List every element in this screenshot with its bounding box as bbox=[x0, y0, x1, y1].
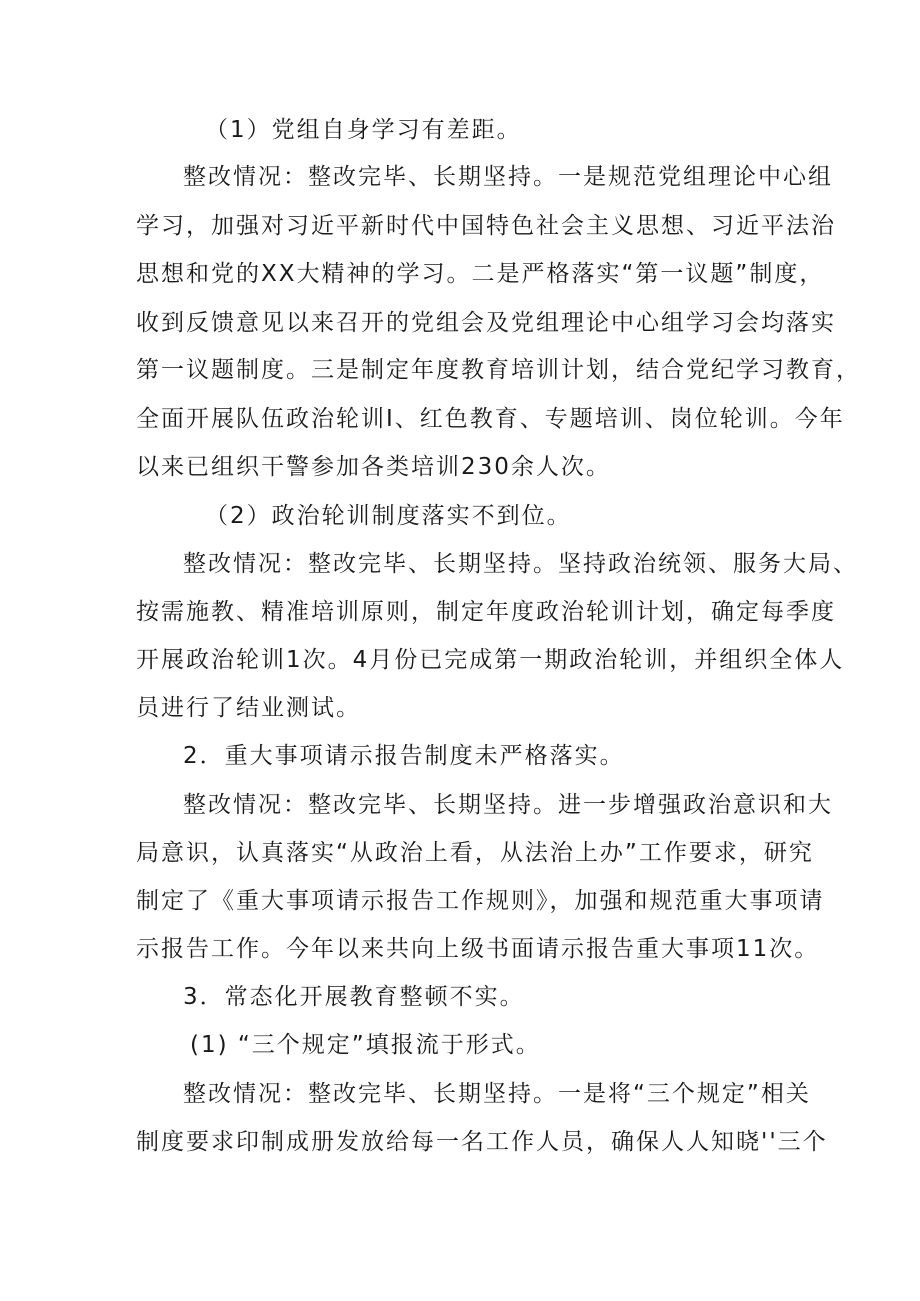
paragraph-line: 员进行了结业测试。 bbox=[136, 695, 361, 721]
paragraph-line: 学习，加强对习近平新时代中国特色社会主义思想、习近平法治 bbox=[136, 213, 836, 239]
paragraph-line: 思想和党的XX大精神的学习。二是严格落实“第一议题”制度， bbox=[136, 261, 825, 287]
heading-item-1: （1）党组自身学习有差距。 bbox=[205, 117, 522, 143]
paragraph-line: 开展政治轮训1次。4月份已完成第一期政治轮训，并组织全体人 bbox=[136, 647, 845, 673]
section-heading-3: 3．常态化开展教育整顿不实。 bbox=[183, 984, 525, 1010]
paragraph-line: 制定了《重大事项请示报告工作规则》，加强和规范重大事项请 bbox=[136, 888, 825, 914]
paragraph-line: 第一议题制度。三是制定年度教育培训计划，结合党纪学习教育， bbox=[136, 357, 861, 383]
section-heading-2: 2．重大事项请示报告制度未严格落实。 bbox=[183, 743, 625, 769]
paragraph-line: 以来已组织干警参加各类培训230余人次。 bbox=[136, 454, 611, 480]
paragraph-line: 示报告工作。今年以来共向上级书面请示报告重大事项11次。 bbox=[136, 936, 820, 962]
paragraph-line: 整改情况：整改完毕、长期坚持。一是将“三个规定”相关 bbox=[183, 1081, 811, 1107]
heading-item-2: （2）政治轮训制度落实不到位。 bbox=[205, 503, 572, 529]
paragraph-line: 按需施教、精准培训原则，制定年度政治轮训计划，确定每季度 bbox=[136, 599, 836, 625]
paragraph-line: 整改情况：整改完毕、长期坚持。坚持政治统领、服务大局、 bbox=[183, 551, 858, 577]
paragraph-line: 收到反馈意见以来召开的党组会及党组理论中心组学习会均落实 bbox=[136, 310, 836, 336]
paragraph-line: 局意识，认真落实“从政治上看，从法治上办”工作要求，研究 bbox=[136, 840, 814, 866]
paragraph-line: 整改情况：整改完毕、长期坚持。一是规范党组理论中心组 bbox=[183, 164, 833, 190]
paragraph-line: 全面开展队伍政治轮训I、红色教育、专题培训、岗位轮训。今年 bbox=[136, 406, 845, 432]
heading-item-3-1: (1) “三个规定”填报流于形式。 bbox=[190, 1032, 541, 1058]
paragraph-line: 制度要求印制成册发放给每一名工作人员，确保人人知晓''三个 bbox=[136, 1129, 828, 1155]
paragraph-line: 整改情况：整改完毕、长期坚持。进一步增强政治意识和大 bbox=[183, 792, 833, 818]
